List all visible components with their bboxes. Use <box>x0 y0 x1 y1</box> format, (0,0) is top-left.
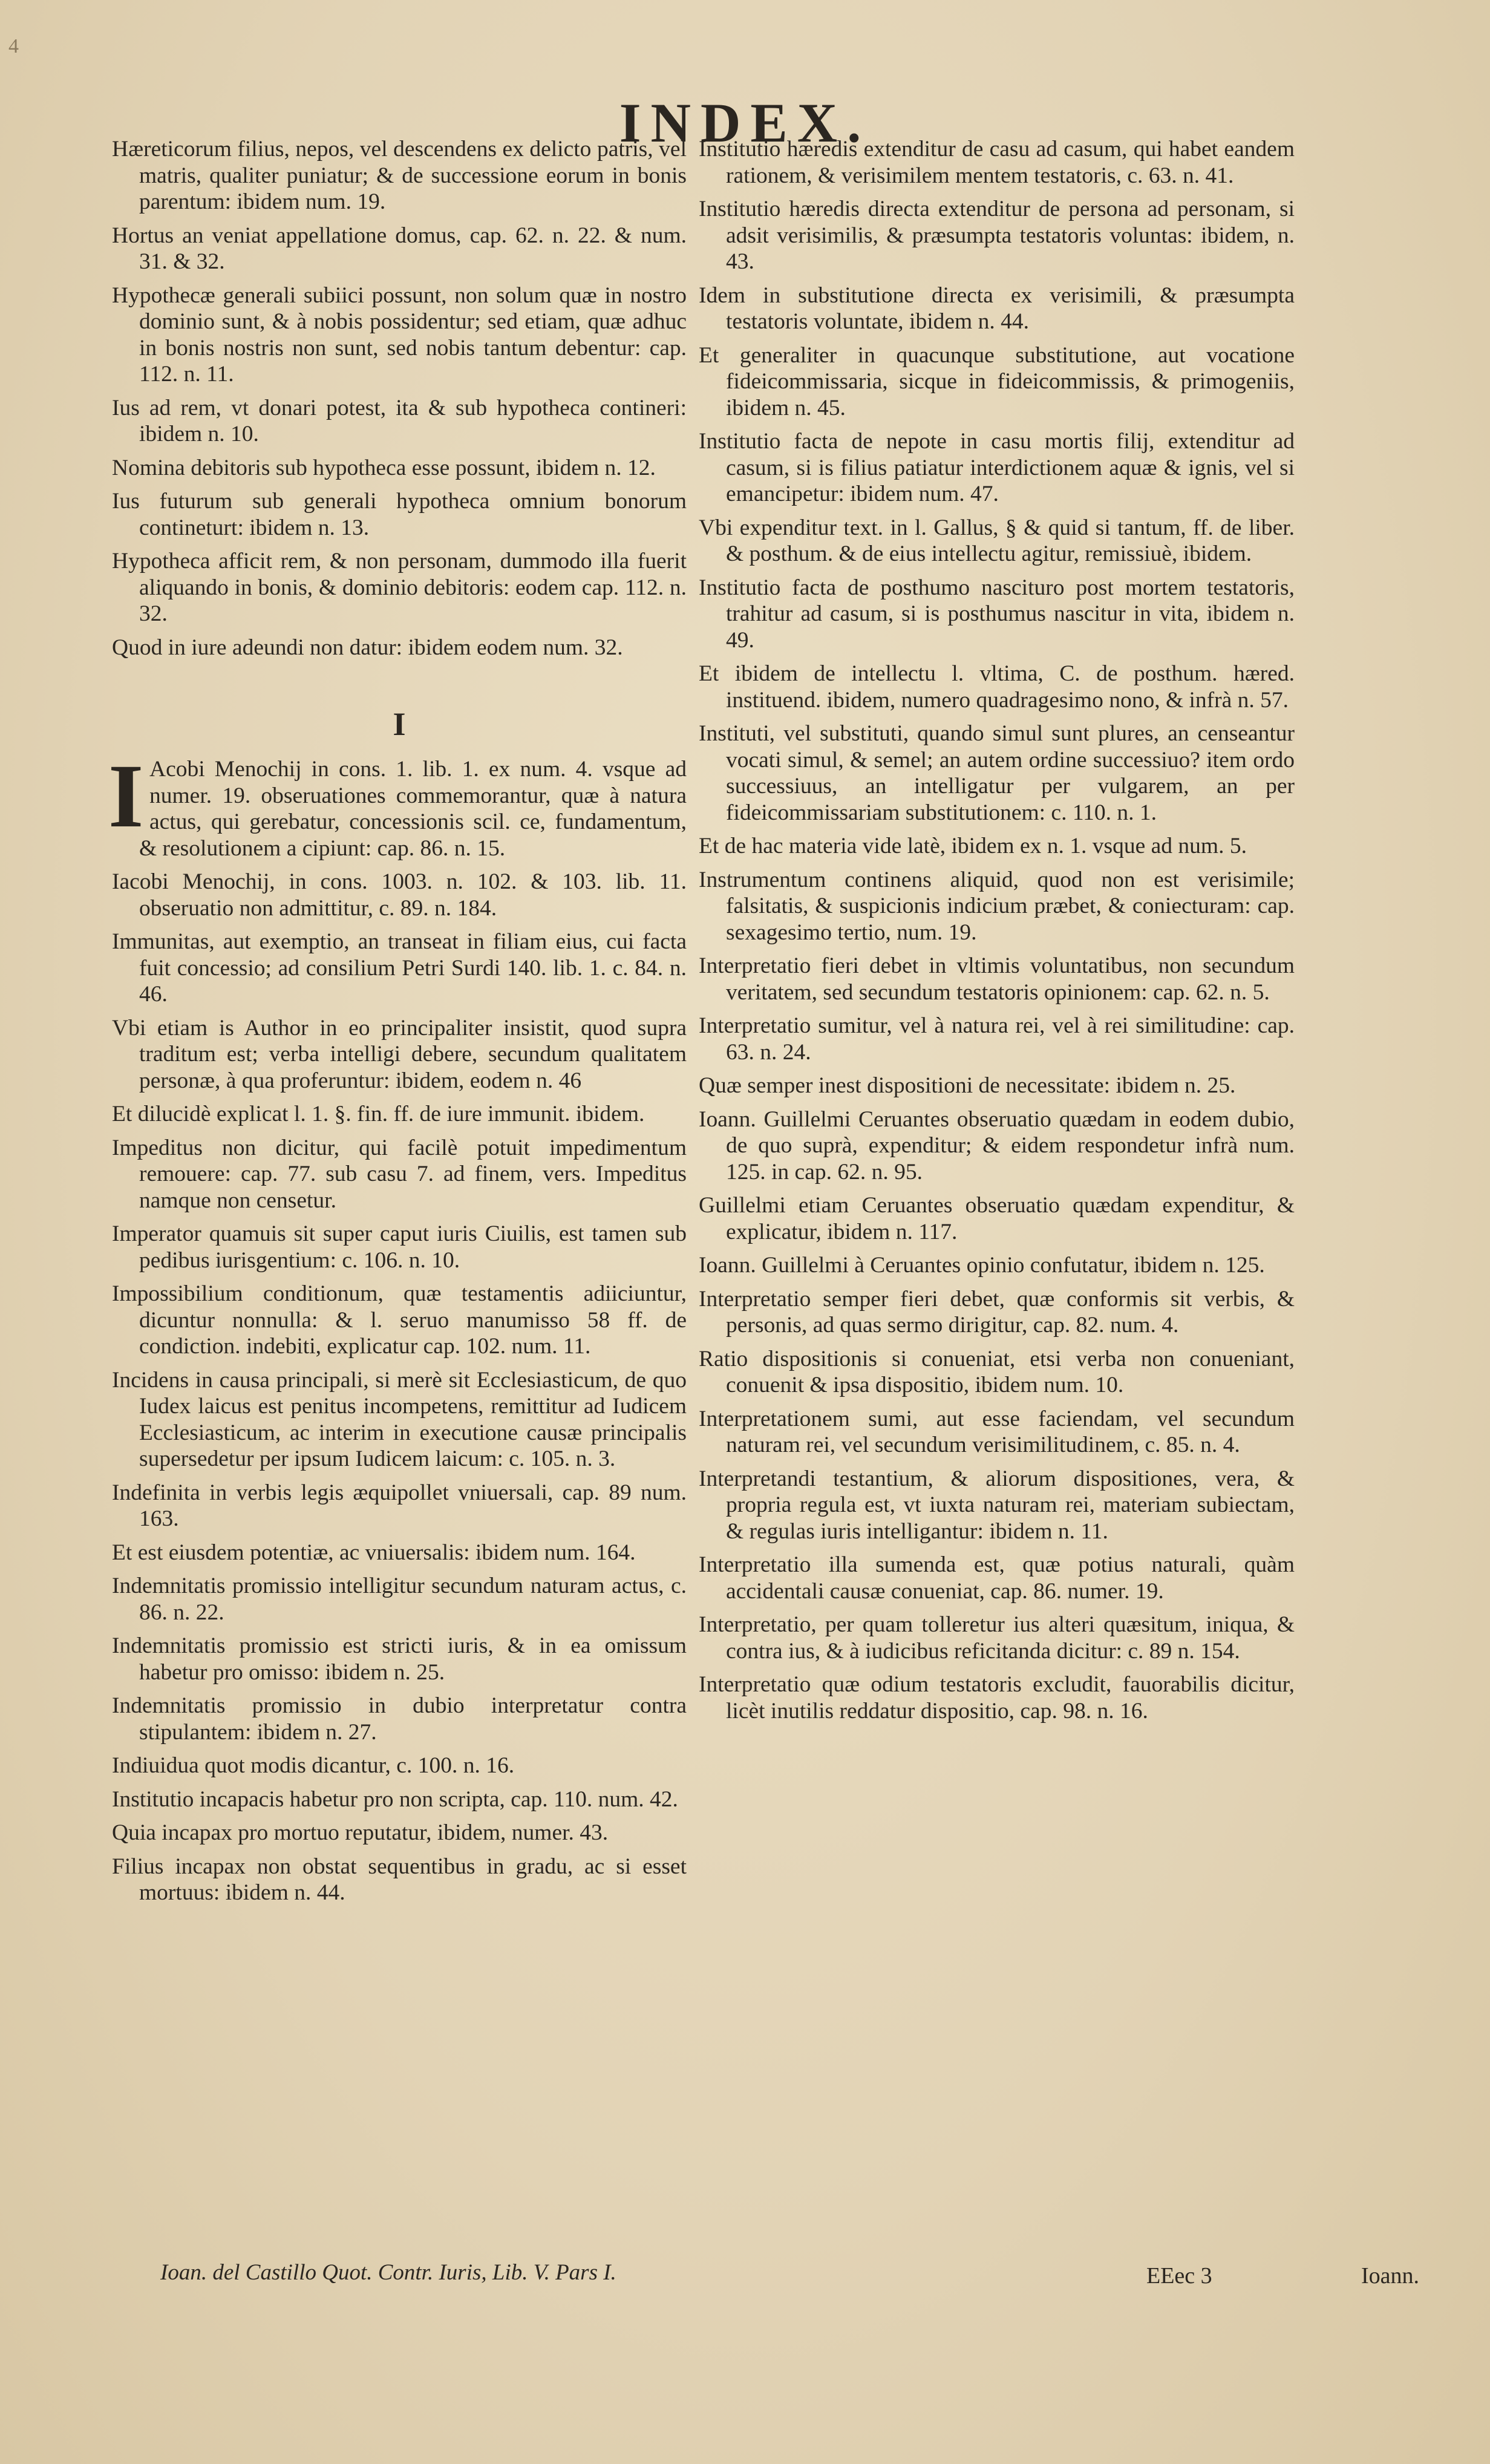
index-entry: Institutio facta de posthumo nascituro post mortem testatoris, trahitur ad casum, si is posthumus nascitur in vita, ibidem n. 49. <box>699 575 1295 653</box>
index-entry: Ius ad rem, vt donari potest, ita & sub hypotheca contineri: ibidem n. 10. <box>112 395 687 446</box>
index-entry: Ioann. Guillelmi à Ceruantes opinio confutatur, ibidem n. 125. <box>699 1253 1265 1278</box>
index-entry: Hortus an veniat appellatione domus, cap. 62. n. 22. & num. 31. & 32. <box>112 223 687 274</box>
index-entry: Et dilucidè explicat l. 1. §. fin. ff. de iure immunit. ibidem. <box>112 1102 645 1126</box>
index-entry: Guillelmi etiam Ceruantes obseruatio quædam expenditur, & explicatur, ibidem n. 117. <box>699 1193 1295 1244</box>
index-entry: Interpretatio fieri debet in vltimis voluntatibus, non secundum veritatem, sed secundum testatoris opinionem: cap. 62. n. 5. <box>699 953 1295 1005</box>
index-entry: Quod in iure adeundi non datur: ibidem eodem num. 32. <box>112 635 623 660</box>
drop-cap-entry-text: Acobi Menochij in cons. 1. lib. 1. ex num. 4. vsque ad numer. 19. obseruationes commemorantur, quæ à natura actus, qui gerebatur, concessionis scil. ce, fundamentum, & resolutionem a cipiunt: cap. 86. n. 15. <box>139 757 687 861</box>
entries-after-section <box>112 869 687 1906</box>
drop-cap-entry <box>108 746 687 861</box>
index-entry: Incidens in causa principali, si merè sit Ecclesiasticum, de quo Iudex laicus est penitus incompetens, remittitur ad Iudicem Ecclesiasticum, ac interim in executione causæ principalis supersedetur per ipsum Iudicem laicum: c. 105. n. 3. <box>112 1367 687 1471</box>
index-entry: Instituti, vel substituti, quando simul sunt plures, an censeantur vocati simul, & semel; an autem ordine successiuo? item ordo successiuus, an intelligatur per vulgarem, an per fideicommissariam substitutionem: c. 110. n. 1. <box>699 721 1295 825</box>
index-entry: Ioann. Guillelmi Ceruantes obseruatio quædam in eodem dubio, de quo suprà, expenditur; & eidem respondetur infrà num. 125. in cap. 62. n. 95. <box>699 1106 1295 1185</box>
index-entry: Interpretandi testantium, & aliorum dispositiones, vera, & propria regula est, vt iuxta naturam rei, materiam subiectam, & regulas iuris intelligantur: ibidem n. 11. <box>699 1466 1295 1544</box>
footer-running-title: Ioan. del Castillo Quot. Contr. Iuris, Lib. V. Pars I. <box>160 2260 616 2285</box>
index-entry: Impeditus non dicitur, qui facilè potuit impedimentum remouere: cap. 77. sub casu 7. ad finem, vers. Impeditus namque non censetur. <box>112 1135 687 1213</box>
index-entry: Imperator quamuis sit super caput iuris Ciuilis, est tamen sub pedibus iurisgentium: c. 106. n. 10. <box>112 1221 687 1273</box>
index-entry: Quia incapax pro mortuo reputatur, ibidem, numer. 43. <box>112 1820 609 1845</box>
index-entry: Vbi expenditur text. in l. Gallus, § & quid si tantum, ff. de liber. & posthum. & de eius intellectu agitur, remissiuè, ibidem. <box>699 515 1295 566</box>
index-entry: Impossibilium conditionum, quæ testamentis adiiciuntur, dicuntur nonnulla: & l. seruo manumisso 58 ff. de condiction. indebiti, explicatur cap. 102. num. 11. <box>112 1281 687 1359</box>
index-entry: Idem in substitutione directa ex verisimili, & præsumpta testatoris voluntate, ibidem n. 44. <box>699 283 1295 334</box>
index-entry: Indemnitatis promissio intelligitur secundum naturam actus, c. 86. n. 22. <box>112 1573 687 1625</box>
index-entry: Nomina debitoris sub hypotheca esse possunt, ibidem n. 12. <box>112 455 656 480</box>
entries-before-section <box>112 136 687 661</box>
page-corner-mark: 4 <box>8 35 19 57</box>
right-column <box>699 136 1295 1731</box>
index-entry: Institutio incapacis habetur pro non scripta, cap. 110. num. 42. <box>112 1786 678 1812</box>
index-entry: Filius incapax non obstat sequentibus in gradu, ac si esset mortuus: ibidem n. 44. <box>112 1854 687 1905</box>
index-entry: Quæ semper inest dispositioni de necessitate: ibidem n. 25. <box>699 1073 1236 1098</box>
signature-mark: EEec 3 <box>1146 2263 1212 2289</box>
catchword: Ioann. <box>1361 2263 1420 2289</box>
right-entries <box>699 136 1295 1724</box>
index-entry: Institutio hæredis extenditur de casu ad casum, qui habet eandem rationem, & verisimilem mentem testatoris, c. 63. n. 41. <box>699 137 1295 188</box>
index-entry: Hæreticorum filius, nepos, vel descendens ex delicto patris, vel matris, qualiter puniatur; & de successione eorum in bonis parentum: ibidem num. 19. <box>112 137 687 214</box>
index-entry: Interpretatio quæ odium testatoris excludit, fauorabilis dicitur, licèt inutilis reddatur dispositio, cap. 98. n. 16. <box>699 1672 1295 1724</box>
index-entry: Ius futurum sub generali hypotheca omnium bonorum contineturt: ibidem n. 13. <box>112 489 687 540</box>
page-title: INDEX. <box>619 92 871 154</box>
index-entry: Vbi etiam is Author in eo principaliter insistit, quod supra traditum est; verba intelligi debere, secundum qualitatem personæ, à qua proferuntur: ibidem, eodem n. 46 <box>112 1015 687 1093</box>
index-entry: Interpretatio illa sumenda est, quæ potius naturali, quàm accidentali causæ conueniat, cap. 86. numer. 19. <box>699 1552 1295 1604</box>
index-entry: Et generaliter in quacunque substitutione, aut vocatione fideicommissaria, sicque in fideicommissis, & primogeniis, ibidem n. 45. <box>699 342 1295 420</box>
index-entry: Instrumentum continens aliquid, quod non est verisimile; falsitatis, & suspicionis indicium præbet, & coniecturam: cap. sexagesimo tertio, num. 19. <box>699 867 1295 945</box>
left-column <box>108 136 687 1913</box>
index-entry: Institutio hæredis directa extenditur de persona ad personam, si adsit verisimilis, & præsumpta testatoris voluntas: ibidem, n. 43. <box>699 197 1295 274</box>
index-entry: Ratio dispositionis si conueniat, etsi verba non conueniant, conuenit & ipsa dispositio, ibidem num. 10. <box>699 1346 1295 1397</box>
index-entry: Immunitas, aut exemptio, an transeat in filiam eius, cui facta fuit concessio; ad consilium Petri Surdi 140. lib. 1. c. 84. n. 46. <box>112 929 687 1007</box>
index-entry: Hypothecæ generali subiici possunt, non solum quæ in nostro dominio sunt, & à nobis possidentur; sed etiam, quæ adhuc in bonis nostris non sunt, sed nobis tantum debentur: cap. 112. n. 11. <box>112 283 687 387</box>
index-entry: Institutio facta de nepote in casu mortis filij, extenditur ad casum, si is filius patiatur interdictionem aquæ & ignis, vel si emancipetur: ibidem num. 47. <box>699 429 1295 506</box>
index-entry: Interpretationem sumi, aut esse faciendam, vel secundum naturam rei, vel secundum verisimilitudinem, c. 85. n. 4. <box>699 1406 1295 1457</box>
index-entry: Interpretatio semper fieri debet, quæ conformis sit verbis, & personis, ad quas sermo dirigitur, cap. 82. num. 4. <box>699 1286 1295 1338</box>
index-entry: Interpretatio, per quam tolleretur ius alteri quæsitum, iniqua, & contra ius, & à iudicibus reficitanda dicitur: c. 89 n. 154. <box>699 1612 1295 1664</box>
index-entry: Indemnitatis promissio est stricti iuris, & in ea omissum habetur pro omisso: ibidem n. 25. <box>112 1633 687 1685</box>
index-entry: Interpretatio sumitur, vel à natura rei, vel à rei similitudine: cap. 63. n. 24. <box>699 1013 1295 1065</box>
index-entry: Indiuidua quot modis dicantur, c. 100. n. 16. <box>112 1753 515 1778</box>
index-entry: Et est eiusdem potentiæ, ac vniuersalis: ibidem num. 164. <box>112 1540 636 1565</box>
index-entry: Et ibidem de intellectu l. vltima, C. de posthum. hæred. instituend. ibidem, numero quadragesimo nono, & infrà n. 57. <box>699 661 1295 713</box>
index-entry: Indefinita in verbis legis æquipollet vniuersali, cap. 89 num. 163. <box>112 1480 687 1531</box>
index-entry: Hypotheca afficit rem, & non personam, dummodo illa fuerit aliquando in bonis, & dominio debitoris: eodem cap. 112. n. 32. <box>112 549 687 626</box>
index-entry: Indemnitatis promissio in dubio interpretatur contra stipulantem: ibidem n. 27. <box>112 1693 687 1745</box>
section-letter: I <box>393 706 406 742</box>
index-entry: Iacobi Menochij, in cons. 1003. n. 102. & 103. lib. 11. obseruatio non admittitur, c. 89. n. 184. <box>112 869 687 921</box>
drop-cap-letter: I <box>108 746 144 846</box>
index-entry: Et de hac materia vide latè, ibidem ex n. 1. vsque ad num. 5. <box>699 834 1247 858</box>
